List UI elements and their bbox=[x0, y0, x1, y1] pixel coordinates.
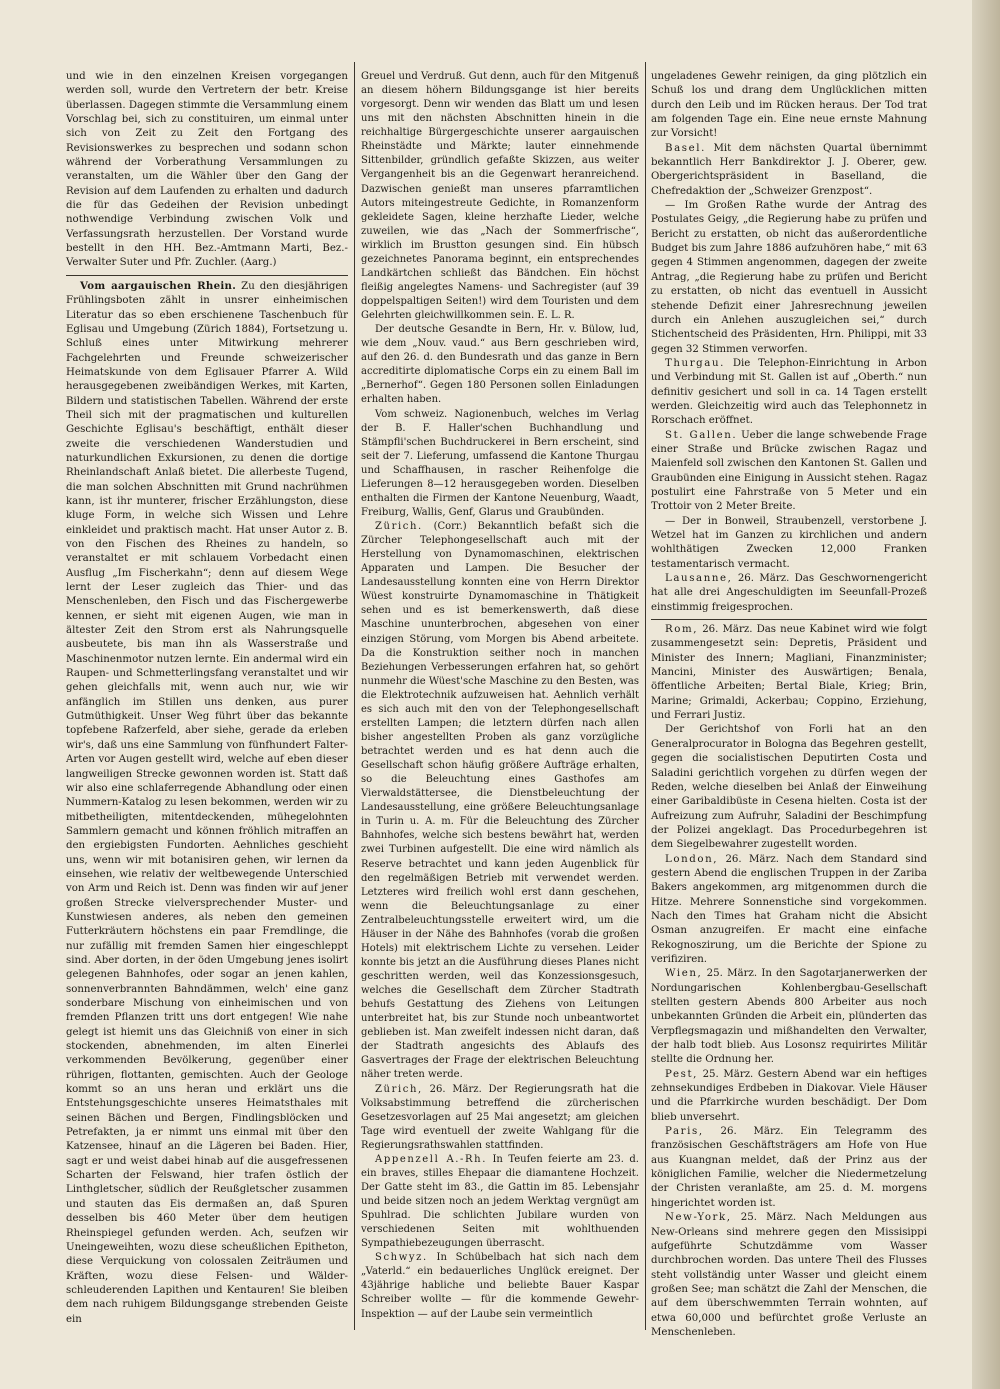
section-separator bbox=[651, 619, 927, 620]
news-item-wien bbox=[651, 967, 927, 1067]
dateline: Wien, bbox=[665, 968, 703, 980]
article-body: 26. März. Der Regierungsrath hat die Volksabstimmung betreffend die zürcherischen Gesetzesvorlagen auf 25 Mai angesetzt; am gleichen Tage wird eventuell der zweite Wahlgang für die Regierungsrathswahlen stattfinden. bbox=[361, 1083, 639, 1151]
dateline: Zürich. bbox=[375, 521, 423, 532]
article-body: Greuel und Verdruß. Gut denn, auch für den Mitgenuß an diesem höhern Bildungsgange ist hier bereits vorgesorgt. Denn wir wenden das Blatt um und lesen uns mit den nächsten Abschnitten hinein in die reichhaltige Bürgergeschichte unserer aargauischen Rheinstädte und Märkte; lauter einnehmende Sittenbilder, gründlich gefaßte Skizzen, aus weiter Vergangenheit bis an die Gegenwart heranreichend. Dazwischen genießt man unseres pfarramtlichen Autors miteingestreute Gedichte, in Romanzenform gekleidete Sagen, kleine herzhafte Lieder, welche zuweilen, wie das „Nach der Sommerfrische“, wirklich im Brustton gesungen sind. Ein hübsch gezeichnetes Panorama beginnt, ein entsprechendes Landkärtchen schließt das Bändchen. Ein höchst fleißig angelegtes Namens- und Sachregister (auf 39 doppelspaltigen Seiten!) wird dem Touristen und dem Gelehrten gleichwillkommen sein. bbox=[361, 71, 639, 322]
dateline: Appenzell A.-Rh. bbox=[375, 1153, 487, 1165]
news-item-schwyz bbox=[361, 1251, 639, 1321]
column-rule bbox=[354, 62, 355, 1330]
dateline: London, bbox=[665, 853, 719, 865]
article-text bbox=[361, 70, 639, 323]
dateline: St. Gallen. bbox=[665, 429, 738, 441]
dateline: Basel. bbox=[665, 142, 706, 154]
column-1 bbox=[66, 70, 348, 1327]
article-text: Der deutsche Gesandte in Bern, Hr. v. Bülow, lud, wie dem „Nouv. vaud.“ aus Bern geschrieben wird, auf den 26. d. den Bundesrath und das ganze in Bern accreditirte diplomatische Corps ein zu einem Ball im „Bernerhof“. Gegen 180 Personen sollen Einladungen erhalten haben. bbox=[361, 324, 639, 406]
article-body: In Schübelbach hat sich nach dem „Vaterld.“ ein bedauerliches Unglück ereignet. Der 43jährige habliche und beliebte Bauer Kaspar Schreiber wollte — für die kommende Gewehr-Inspektion — auf der Laube sein vermeintlich bbox=[361, 1252, 639, 1320]
article-signature: E. L. R. bbox=[537, 310, 575, 322]
article-body: Mit dem nächsten Quartal übernimmt bekanntlich Herr Bankdirektor J. J. Oberer, gew. Obergerichtspräsident in Baselland, die Chefredaktion der „Schweizer Grenzpost“. bbox=[651, 142, 927, 197]
news-item-pest bbox=[651, 1068, 927, 1125]
dateline: New-York, bbox=[665, 1212, 732, 1224]
article-text: Vom schweiz. Nagionenbuch, welches im Verlag der B. F. Haller'schen Buchhandlung und Stämpfli'schen Buchdruckerei in Bern erscheint, sind seit der 7. Lieferung, umfassend die Kantone Thurgau und Schaffhausen, in rascher Reihenfolge die Lieferungen 8—12 herausgegeben worden. Dieselben enthalten die Firmen der Kantone Neuenburg, Waadt, Freiburg, Wallis, Genf, Glarus und Graubünden. bbox=[361, 408, 639, 518]
column-rule bbox=[645, 62, 646, 1330]
news-item-lausanne bbox=[651, 572, 927, 615]
article-text: und wie in den einzelnen Kreisen vorgegangen werden soll, wurde den Vertretern der betr. Kreise überlassen. Dagegen stimmte die Versammlung einem Vorschlag bei, sich zu constituiren, um einmal unter sich von Zeit zu Zeit den Fortgang des Revisionswerkes zu besprechen und sodann schon während der Vorberathung Versammlungen zu veranstalten, um die Wähler über den Gang der Revision auf dem Laufenden zu erhalten und dadurch die für das Gedeihen der Revision unbedingt nothwendige Verbindung zwischen Volk und Verfassungsrath herzustellen. Der Vorstand wurde bestellt in den HH. Bez.-Amtmann Marti, Bez.-Verwalter Suter und Pfr. Zuchler. (Aarg.) bbox=[66, 71, 348, 269]
article-text: Der Gerichtshof von Forli hat an den Generalprocurator in Bologna das Begehren gestellt, gegen die socialistischen Deputirten Costa und Saladini gerichtlich vorgehen zu dürfen wegen der Reden, welche dieselben bei Anlaß der Einweihung einer Garibaldibüste in Cesena hielten. Costa ist der Aufreizung zum Aufruhr, Saladini der Beschimpfung der Polizei angeklagt. Das Procedurbegehren ist dem Siegelbewahrer zugestellt worden. bbox=[651, 724, 927, 851]
news-item-appenzell bbox=[361, 1153, 639, 1251]
article-vom-aargauischen-rhein bbox=[66, 279, 348, 1327]
column-3 bbox=[651, 70, 927, 1340]
article-body: 25. März. Nach Meldungen aus New-Orleans sind mehrere gegen den Missisippi aufgeführte Schutzdämme vom Wasser durchbrochen worden. Das untere Theil des Flusses steht vollständig unter Wasser und gleicht einem großen See; man schätzt die Zahl der Menschen, die auf dem überschwemmten Terrain wohnten, auf etwa 60,000 und befürchtet große Verluste an Menschenleben. bbox=[651, 1212, 927, 1338]
article-text: ungeladenes Gewehr reinigen, da ging plötzlich ein Schuß los und drang dem Unglücklichen mitten durch den Leib und im Rücken heraus. Der Tod trat am folgenden Tage ein. Eine neue ernste Mahnung zur Vorsicht! bbox=[651, 71, 927, 140]
article-body: (Corr.) Bekanntlich befaßt sich die Zürcher Telephongesellschaft auch mit der Herstellung von Dynamomaschinen, elektrischen Apparaten und Lampen. Die Besucher der Landesausstellung konnten eine von Herrn Direktor Wüest konstruirte Dynamomaschine in Thätigkeit sehen und es ist bemerkenswerth, daß diese Maschine ununterbrochen, abgesehen von einer einzigen Störung, vom Morgen bis Abend arbeitete. Da die Konstruktion seither noch in manchen Beziehungen Verbesserungen erfahren hat, so gehört nunmehr die Wüest'sche Maschine zu den Besten, was die Elektrotechnik aufzuweisen hat. Aehnlich verhält es sich auch mit den von der Telephongesellschaft erstellten Lampen; die letztern dürfen nach allen bisher angestellten Proben als ganz vorzügliche betrachtet werden und es hat denn auch die Gesellschaft schon häufig größere Aufträge erhalten, so die Beleuchtung eines Gasthofes am Vierwaldstättersee, die Dienstbeleuchtung der Landesausstellung, eine größere Beleuchtungsanlage in Turin u. A. m. Für die Beleuchtung des Zürcher Bahnhofes, welche sich bestens bewährt hat, werden zwei Turbinen aufgestellt. Die eine wird nämlich als Reserve betrachtet und kann jeden Augenblick für den regelmäßigen Betrieb mit verwendet werden. Letzteres wird freilich wohl erst dann geschehen, wenn die Beleuchtungsanlage zu einer Zentralbeleuchtungsstelle erweitert wird, um die Häuser in der Nähe des Bahnhofes (vorab die großen Hotels) mit elektrischem Lichte zu versehen. Leider konnte bis jetzt an die Ausführung dieses Planes nicht geschritten werden, weil das Konzessionsgesuch, welches die Gesellschaft dem Zürcher Stadtrath behufs Gestattung des Ziehens von Leitungen unterbreitet hat, bis zur Stunde noch unbeantwortet geblieben ist. Man zweifelt indessen nicht daran, daß der Stadtrath angesichts des Ablaufs des Gasvertrages der Frage der elektrischen Beleuchtung näher treten werde. bbox=[361, 521, 639, 1081]
dateline: Pest, bbox=[665, 1068, 698, 1080]
article-body: 26. März. Ein Telegramm des französischen Geschäftsträgers am Hofe von Hue aus Kuangnan meldet, daß der Prinz aus der königlichen Familie, welcher die Niedermetzelung der Christen veranlaßte, am 25. d. M. morgens hingerichtet worden ist. bbox=[651, 1126, 927, 1209]
dateline: Lausanne, bbox=[665, 573, 733, 585]
news-item-zurich-2 bbox=[361, 1083, 639, 1153]
article-body: Ueber die lange schwebende Frage einer Straße und Brücke zwischen Ragaz und Maienfeld soll zwischen den Kantonen St. Gallen und Graubünden eine Einigung in Aussicht stehen. Ragaz postulirt eine Fahrstraße von 5 Meter und ein Trottoir von 2 Meter Breite. bbox=[651, 429, 927, 513]
article-body: Die Telephon-Einrichtung in Arbon und Verbindung mit St. Gallen ist auf „Oberth.“ nun definitiv gesichert und soll in ca. 14 Tagen erstellt werden. Gleichzeitig wird auch das Telephonnetz in Rorschach eröffnet. bbox=[651, 357, 927, 427]
article-body: 26. März. Das neue Kabinet wird wie folgt zusammengesetzt sein: Depretis, Präsident und Minister des Innern; Magliani, Finanzminister; Mancini, Minister des Auswärtigen; Benala, öffentliche Arbeiten; Bertal Biale, Krieg; Brin, Marine; Grimaldi, Ackerbau; Coppino, Erziehung, und Ferrari Justiz. bbox=[651, 624, 927, 722]
article-headline: Vom aargauischen Rhein. bbox=[80, 279, 237, 292]
news-item-paris bbox=[651, 1125, 927, 1211]
article-text: — Im Großen Rathe wurde der Antrag des Postulates Geigy, „die Regierung habe zu prüfen und Bericht zu erstatten, ob nicht das außerordentliche Budget bis zum Jahre 1886 aufzuhören habe,“ mit 63 gegen 4 Stimmen angenommen, dagegen der zweite Antrag, „die Regierung habe zu prüfen und Bericht zu erstatten, ob nicht das eventuell in Aussicht stehende Defizit einer Jahresrechnung jeweilen durch ein Anlehen auszugleichen sei,“ durch Stichentscheid des Präsidenten, Hrn. Philippi, mit 33 gegen 32 Stimmen verworfen. bbox=[651, 200, 927, 355]
article-text: Zu den diesjährigen Frühlingsboten zählt in unsrer einheimischen Literatur das so eben erschienene Taschenbuch für Eglisau und Umgebung (Zürich 1884), Fortsetzung u. Schluß eines unter Mitwirkung mehrerer Fachgelehrten und Freunde schweizerischer Heimatskunde von dem Eglisauer Pfarrer A. Wild herausgegebenen zweibändigen Werkes, mit Karten, Bildern und statistischen Tabellen. Während der erste Theil sich mit der pragmatischen und kulturellen Geschichte Eglisau's beschäftigt, enthält dieser zweite die verschiedenen Wanderstudien und naturkundlichen Exkursionen, zu denen die dortige Rheinlandschaft Anlaß bietet. Die allerbeste Tugend, die man solchen Abschnitten mit Grund nachrühmen kann, ist ihr munterer, frischer Erzählungston, diese kluge Form, in welche sich Wissen und Lehre einkleidet und praktisch macht. Hat unser Autor z. B. von den Fischen des Rheines zu handeln, so veranstaltet er mit schlauem Vorbedacht einen Ausflug „Im Fischerkahn“; denn auf diesem Wege lernt der Leser zugleich das Thier- und das Menschenleben, den Fisch und das Fischergewerbe kennen, er sieht mit eigenen Augen, wie man in ältester Zeit den Strom erst als Nahrungsquelle ausbeutete, bis man ihn als Wasserstraße und Maschinenmotor nutzen lernte. Ein andermal wird ein Raupen- und Schmetterlingsfang veranstaltet und wir gehen gleichfalls mit, wenn auch nur, wie wir anfänglich im Stillen uns denken, aus purer Gutmüthigkeit. Unser Weg führt über das bekannte topfebene Rafzerfeld, aber siehe, gerade da erleben wir's, daß uns eine Sammlung von fünfhundert Falter-Arten vor Augen gestellt wird, welche auf eben dieser langweiligen Strecke gewonnen worden ist. Statt daß wir also eine schlaferregende Abhandlung oder einen Nummern-Katalog zu lesen bekommen, werden wir zu mitbetheiligten, mitentdeckenden, mühegelohnten Sammlern gemacht und können fröhlich mitraffen an den ergiebigsten Fundorten. Aehnliches geschieht uns, wenn wir mit botanisiren gehen, wir lernen da einsehen, wie relativ der weltbewegende Unterschied von Arm und Reich ist. Denn was finden wir auf jener großen Strecke vielversprechender Muster- und Kunstwiesen anderes, als neben den gemeinen Futterkräutern höchstens ein paar Fremdlinge, die nur zufällig mit fremden Samen hier eingeschleppt sind. Aber dorten, in der öden Umgebung jenes isolirt gelegenen Bahnhofes, oder sogar an jenen kahlen, sonnenverbrannten Bahndämmen, welch' eine ganz sonderbare Mischung von einheimischen und von fremden Pflanzen tritt uns dort entgegen! Wie nahe gelegt ist hiemit uns das Gleichniß von einer in sich stockenden, abnehmenden, im alten Einerlei verkommenden Bevölkerung, gegenüber einer rührigen, flottanten, gemischten. Auch der Geologe kommt so an uns heran und erklärt uns die Entstehungsgeschichte unseres Heimatsthales mit seinen Bächen und Bergen, Findlingsblöcken und Petrefakten, ja er nimmt uns einmal mit über den Katzensee, hinauf an die Lägeren bei Baden. Hier, sagt er und weist dabei hinab auf die ausgefressenen Scharten der Felswand, hier trafen östlich der Linthgletscher, südlich der Reußgletscher zusammen und stauten das Eis dermaßen an, daß Spuren desselben bis 460 Meter über dem heutigen Rheinspiegel gefunden werden. Ach, seufzen wir Uneingeweihten, wozu diese scheußlichen Epitheton, diese Verquickung von colossalen Zeiträumen und Kräften, wozu diese Felsen- und Wälder- schleuderenden Lapithen und Kentauren! Sie bleiben dem nach ruhigem Bildungsgange strebenden Geiste ein bbox=[66, 280, 348, 1325]
article-text: — Der in Bonweil, Straubenzell, verstorbene J. Wetzel hat im Ganzen zu kirchlichen und andern wohlthätigen Zwecken 12,000 Franken testamentarisch vermacht. bbox=[651, 515, 927, 570]
page-edge bbox=[972, 0, 1000, 1389]
news-item-new-york bbox=[651, 1211, 927, 1340]
dateline: Schwyz. bbox=[375, 1252, 428, 1264]
article-body: In Teufen feierte am 23. d. ein braves, stilles Ehepaar die diamantene Hochzeit. Der Gatte steht im 83., die Gattin im 85. Lebensjahr und beide sitzen noch an jedem Werktag vergnügt am Spuhlrad. Die schlichten Jubilare wurden von verschiedenen Seiten mit wohlthuenden Sympathiebezeugungen überrascht. bbox=[361, 1153, 639, 1250]
news-item-london bbox=[651, 853, 927, 968]
news-item-rom bbox=[651, 623, 927, 723]
dateline: Thurgau. bbox=[665, 357, 725, 369]
news-item-st-gallen bbox=[651, 429, 927, 515]
article-body: 26. März. Das Geschwornengericht hat alle drei Angeschuldigten im Seeunfall-Prozeß einstimmig freigesprochen. bbox=[651, 573, 927, 613]
dateline: Zürich, bbox=[375, 1083, 423, 1095]
news-item-zurich bbox=[361, 520, 639, 1083]
article-body: 26. März. Nach dem Standard sind gestern Abend die englischen Truppen in der Zariba Bakers angekommen, arg mitgenommen durch die Hitze. Mehrere Sonnenstiche sind vorgekommen. Nach den Times hat Graham nicht die Absicht Osman anzugreifen. Er macht eine einfache Rekognoszirung, um die Berichte der Spione zu verifiziren. bbox=[651, 853, 927, 965]
article-body: 25. März. Gestern Abend war ein heftiges zehnsekundiges Erdbeben in Diakovar. Viele Häuser und die Pfarrkirche wurden beschädigt. Der Dom blieb unversehrt. bbox=[651, 1068, 927, 1123]
news-item-thurgau bbox=[651, 357, 927, 429]
dateline: Paris, bbox=[665, 1126, 704, 1138]
column-2 bbox=[361, 70, 639, 1322]
article-body: 25. März. In den Sagotarjanerwerken der Nordungarischen Kohlenbergbau-Gesellschaft stellten gestern Abends 800 Arbeiter aus noch unbekannten Gründen die Arbeit ein, plünderten das Verpflegsmagazin und mißhandelten den Verwalter, der halb todt blieb. Aus Losonsz requirirtes Militär stellte die Ordnung her. bbox=[651, 968, 927, 1066]
dateline: Rom, bbox=[665, 624, 699, 636]
news-item-basel bbox=[651, 142, 927, 199]
article-separator bbox=[66, 275, 348, 276]
